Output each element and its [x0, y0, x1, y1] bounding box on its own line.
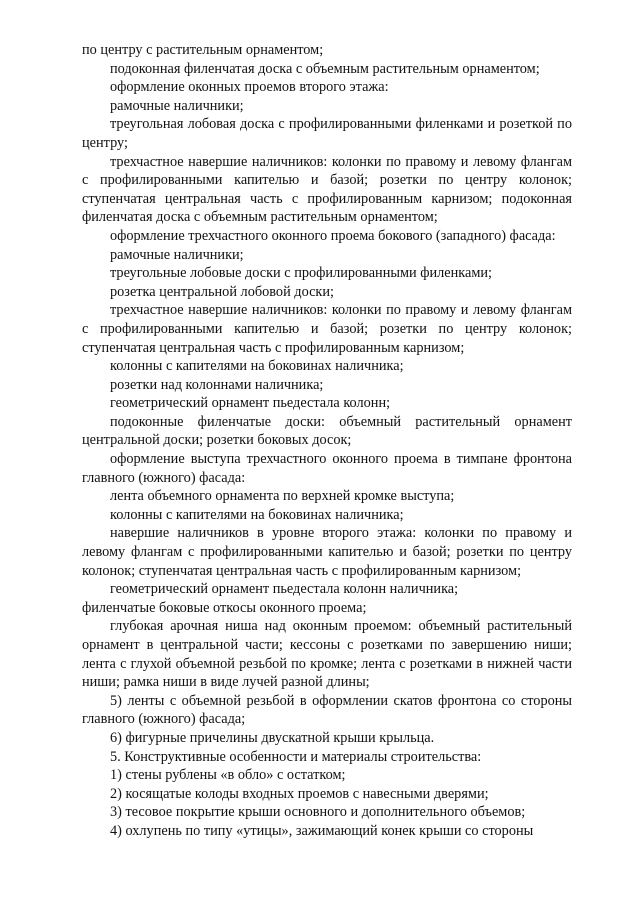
- paragraph: оформление оконных проемов второго этажа:: [110, 79, 389, 96]
- paragraph: геометрический орнамент пьедестала колонн наличника;: [110, 581, 459, 598]
- paragraph: розетка центральной лобовой доски;: [110, 283, 334, 300]
- paragraph: 2) косящатые колоды входных проемов с навесными дверями;: [110, 785, 489, 802]
- paragraph: 3) тесовое покрытие крыши основного и дополнительного объемов;: [110, 804, 526, 821]
- paragraph: геометрический орнамент пьедестала колонн;: [110, 395, 391, 412]
- paragraph: треугольные лобовые доски с профилированными филенками;: [110, 265, 493, 282]
- paragraph: навершие наличников в уровне второго этажа: колонки по правому и левому флангам с профилированными капителью и базой; розетки по центру колонок; ступенчатая центральная часть с профилированным карнизом;: [82, 525, 572, 579]
- paragraph: 4) охлупень по типу «утицы», зажимающий конек крыши со стороны: [110, 822, 534, 839]
- paragraph: подоконные филенчатые доски: объемный растительный орнамент центральной доски; розетки боковых досок;: [82, 413, 572, 449]
- paragraph: лента объемного орнамента по верхней кромке выступа;: [110, 488, 455, 505]
- paragraph: по центру с растительным орнаментом;: [82, 42, 324, 58]
- paragraph: розетки над колоннами наличника;: [110, 376, 324, 393]
- paragraph: оформление трехчастного оконного проема бокового (западного) фасада:: [110, 227, 556, 244]
- paragraph: треугольная лобовая доска с профилированными филенками и розеткой по центру;: [82, 116, 572, 151]
- paragraph: трехчастное навершие наличников: колонки по правому и левому флангам с профилированными капителью и базой; розетки по центру колонок; ступенчатая центральная часть с профилированным карнизом;: [82, 302, 572, 356]
- paragraph: 6) фигурные причелины двускатной крыши крыльца.: [110, 729, 435, 746]
- paragraph: 5. Конструктивные особенности и материалы строительства:: [110, 748, 482, 765]
- paragraph: 1) стены рублены «в обло» с остатком;: [110, 767, 346, 784]
- paragraph: трехчастное навершие наличников: колонки по правому и левому флангам с профилированными капителью и базой; розетки по центру колонок; ступенчатая центральная часть с профилированным карнизом; подоконная филенчатая доска с объемным растительным орнаментом;: [82, 153, 572, 226]
- document-body: [82, 41, 572, 841]
- paragraph: подоконная филенчатая доска с объемным растительным орнаментом;: [110, 60, 540, 77]
- paragraph: колонны с капителями на боковинах наличника;: [110, 506, 404, 523]
- paragraph: глубокая арочная ниша над оконным проемом: объемный растительный орнамент в центральной части; кессоны с розетками по завершению ниши; лента с глухой объемной резьбой по кромке; лента с розетками в нижней части ниши; рамка ниши в виде лучей разной длины;: [82, 618, 572, 691]
- paragraph: рамочные наличники;: [110, 97, 244, 114]
- paragraph: филенчатые боковые откосы оконного проема;: [82, 599, 367, 616]
- paragraph: 5) ленты с объемной резьбой в оформлении скатов фронтона со стороны главного (южного) фасада;: [82, 692, 572, 728]
- paragraph: колонны с капителями на боковинах наличника;: [110, 358, 404, 375]
- paragraph: рамочные наличники;: [110, 246, 244, 263]
- paragraph: оформление выступа трехчастного оконного проема в тимпане фронтона главного (южного) фасада:: [82, 451, 572, 486]
